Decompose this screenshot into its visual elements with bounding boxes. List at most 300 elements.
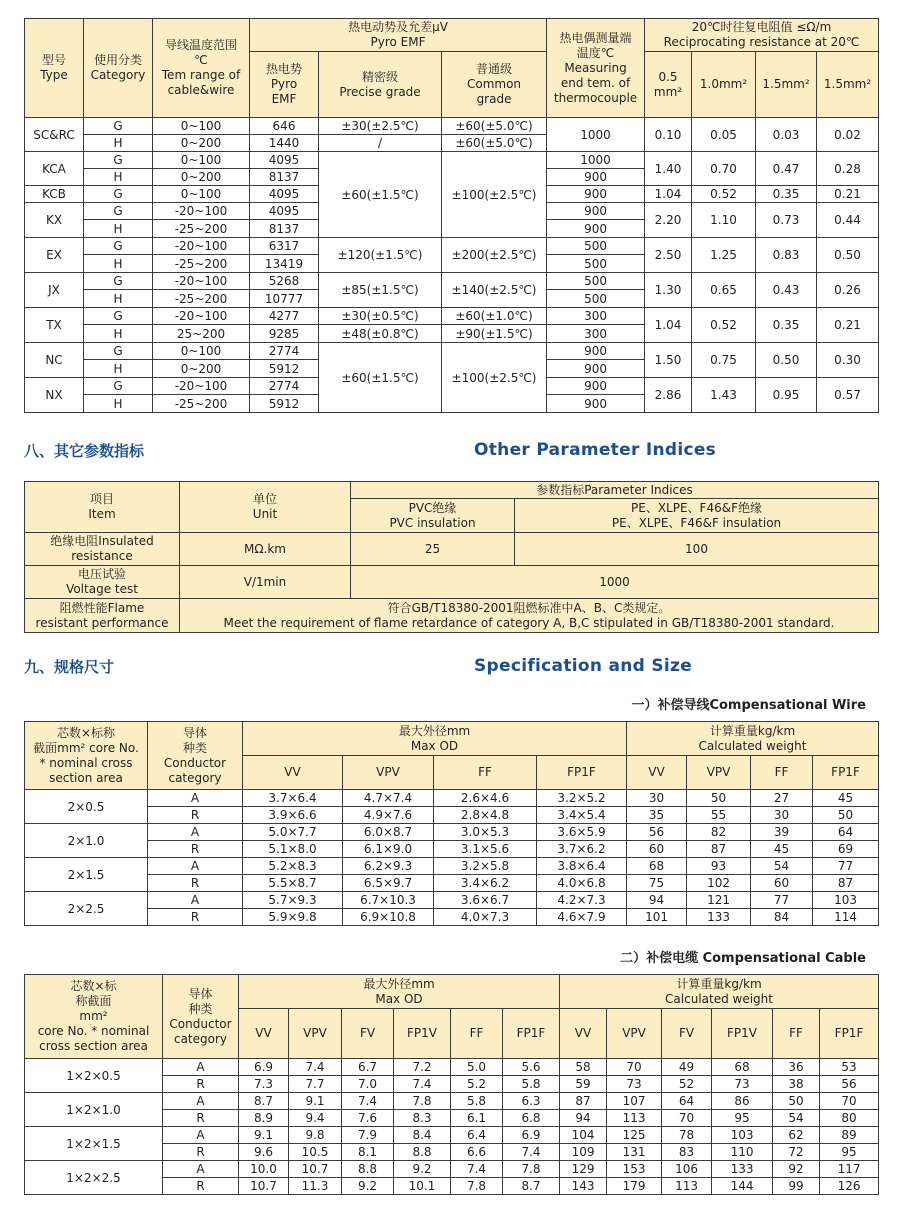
- conductor-category-cell: R: [163, 1110, 239, 1127]
- max-od-cell: 5.8: [503, 1076, 560, 1093]
- table-row: [25, 858, 879, 875]
- weight-cell: 38: [773, 1076, 820, 1093]
- max-od-cell: 9.1: [289, 1093, 342, 1110]
- conductor-category-cell: A: [148, 790, 243, 807]
- table-row: [25, 807, 879, 824]
- category-cell: G: [84, 203, 153, 220]
- weight-cell: 73: [712, 1076, 773, 1093]
- max-od-cell: 8.7: [503, 1178, 560, 1195]
- weight-cell: 75: [627, 875, 687, 892]
- weight-cell: 92: [773, 1161, 820, 1178]
- measuring-temp-cell: 900: [547, 186, 645, 203]
- conductor-category-cell: A: [163, 1093, 239, 1110]
- section-9-title-en: Specification and Size: [474, 656, 693, 676]
- type-cell: KX: [25, 203, 84, 238]
- weight-cell: 179: [607, 1178, 662, 1195]
- conductor-category-cell: A: [163, 1059, 239, 1076]
- conductor-category-cell: A: [148, 858, 243, 875]
- table-row: [25, 343, 879, 360]
- emf-value-cell: 4095: [250, 203, 319, 220]
- measuring-temp-cell: 300: [547, 308, 645, 325]
- temp-range-cell: -25~200: [153, 220, 250, 238]
- weight-cell: 59: [560, 1076, 607, 1093]
- type-cell: NC: [25, 343, 84, 378]
- max-od-cell: 7.4: [394, 1076, 451, 1093]
- col-header-res-1-5-b: 1.5mm²: [817, 52, 879, 118]
- weight-cell: 64: [662, 1093, 712, 1110]
- max-od-cell: 10.7: [239, 1178, 289, 1195]
- col-header-res-0-5: 0.5 mm²: [645, 52, 692, 118]
- temp-range-cell: 0~200: [153, 135, 250, 152]
- max-od-cell: 3.0×5.3: [434, 824, 537, 841]
- resistance-cell: 2.50: [645, 238, 692, 273]
- parameter-table: [24, 481, 879, 633]
- col-header-res-1-5-a: 1.5mm²: [756, 52, 817, 118]
- measuring-temp-cell: 900: [547, 169, 645, 186]
- weight-cell: 70: [607, 1059, 662, 1076]
- weight-cell: 94: [560, 1110, 607, 1127]
- measuring-temp-cell: 500: [547, 255, 645, 273]
- max-od-cell: 6.9: [503, 1127, 560, 1144]
- resistance-cell: 1.40: [645, 152, 692, 186]
- weight-cell: 30: [751, 807, 813, 824]
- type-cell: TX: [25, 308, 84, 343]
- max-od-cell: 4.9×7.6: [343, 807, 434, 824]
- max-od-cell: 3.6×6.7: [434, 892, 537, 909]
- emf-value-cell: 10777: [250, 290, 319, 308]
- emf-value-cell: 2774: [250, 343, 319, 360]
- weight-cell: 87: [687, 841, 751, 858]
- col-header-temp-range: 导线温度范围 ℃ Tem range of cable&wire: [153, 19, 250, 118]
- weight-cell: 62: [773, 1127, 820, 1144]
- weight-cell: 80: [820, 1110, 879, 1127]
- table-row: [25, 308, 879, 325]
- table-row: [25, 875, 879, 892]
- weight-cell: 87: [560, 1093, 607, 1110]
- weight-cell: 84: [751, 909, 813, 926]
- wire-weight-col-header: FF: [751, 756, 813, 790]
- param-header-item: 项目 Item: [25, 482, 180, 533]
- weight-cell: 133: [687, 909, 751, 926]
- wire-size-cell: 2×2.5: [25, 892, 148, 926]
- max-od-cell: 5.5×8.7: [243, 875, 343, 892]
- resistance-cell: 0.65: [692, 273, 756, 308]
- max-od-cell: 9.1: [239, 1127, 289, 1144]
- resistance-cell: 0.26: [817, 273, 879, 308]
- weight-cell: 49: [662, 1059, 712, 1076]
- cable-weight-col-header: FF: [773, 1009, 820, 1059]
- temp-range-cell: -25~200: [153, 290, 250, 308]
- weight-cell: 106: [662, 1161, 712, 1178]
- common-grade-cell: ±200(±2.5℃): [442, 238, 547, 273]
- weight-cell: 95: [712, 1110, 773, 1127]
- category-cell: H: [84, 220, 153, 238]
- wire-size-cell: 2×1.5: [25, 858, 148, 892]
- weight-cell: 39: [751, 824, 813, 841]
- precise-grade-cell: ±48(±0.8℃): [319, 325, 442, 343]
- weight-cell: 99: [773, 1178, 820, 1195]
- param-row-item: 绝缘电阻Insulated resistance: [25, 533, 180, 566]
- measuring-temp-cell: 300: [547, 325, 645, 343]
- max-od-cell: 4.0×6.8: [537, 875, 627, 892]
- cable-od-col-header: FP1V: [394, 1009, 451, 1059]
- weight-cell: 86: [712, 1093, 773, 1110]
- precise-grade-cell: ±120(±1.5℃): [319, 238, 442, 273]
- emf-table: [24, 18, 879, 413]
- resistance-cell: 0.28: [817, 152, 879, 186]
- weight-cell: 89: [820, 1127, 879, 1144]
- common-grade-cell: ±100(±2.5℃): [442, 343, 547, 413]
- weight-cell: 113: [662, 1178, 712, 1195]
- weight-cell: 54: [751, 858, 813, 875]
- resistance-cell: 0.35: [756, 186, 817, 203]
- weight-cell: 64: [813, 824, 879, 841]
- emf-value-cell: 13419: [250, 255, 319, 273]
- weight-cell: 68: [627, 858, 687, 875]
- max-od-cell: 7.8: [503, 1161, 560, 1178]
- resistance-cell: 0.30: [817, 343, 879, 378]
- emf-value-cell: 9285: [250, 325, 319, 343]
- weight-cell: 93: [687, 858, 751, 875]
- wire-header-conductor: 导体 种类 Conductor category: [148, 722, 243, 790]
- wire-header-max-od: 最大外径mm Max OD: [243, 722, 627, 756]
- weight-cell: 50: [687, 790, 751, 807]
- weight-cell: 45: [751, 841, 813, 858]
- wire-size-cell: 2×0.5: [25, 790, 148, 824]
- conductor-category-cell: R: [163, 1076, 239, 1093]
- param-header-pe: PE、XLPE、F46&F绝缘 PE、XLPE、F46&F insulation: [515, 499, 879, 533]
- max-od-cell: 6.1: [451, 1110, 503, 1127]
- weight-cell: 36: [773, 1059, 820, 1076]
- weight-cell: 103: [712, 1127, 773, 1144]
- resistance-cell: 0.10: [645, 118, 692, 152]
- cable-weight-col-header: FP1V: [712, 1009, 773, 1059]
- max-od-cell: 7.2: [394, 1059, 451, 1076]
- col-header-resistance-group: 20℃时往复电阻值 ≤Ω/m Reciprocating resistance at 20℃: [645, 19, 879, 52]
- weight-cell: 125: [607, 1127, 662, 1144]
- weight-cell: 102: [687, 875, 751, 892]
- resistance-cell: 1.50: [645, 343, 692, 378]
- resistance-cell: 0.21: [817, 308, 879, 343]
- weight-cell: 87: [813, 875, 879, 892]
- weight-cell: 117: [820, 1161, 879, 1178]
- measuring-temp-cell: 500: [547, 273, 645, 290]
- table-row: [25, 1093, 879, 1110]
- cable-od-col-header: VPV: [289, 1009, 342, 1059]
- wire-weight-col-header: VV: [627, 756, 687, 790]
- max-od-cell: 3.2×5.2: [537, 790, 627, 807]
- resistance-cell: 1.04: [645, 308, 692, 343]
- temp-range-cell: 25~200: [153, 325, 250, 343]
- emf-value-cell: 4095: [250, 152, 319, 169]
- emf-value-cell: 5912: [250, 360, 319, 378]
- param-row-unit: MΩ.km: [180, 533, 351, 566]
- weight-cell: 54: [773, 1110, 820, 1127]
- col-header-common-grade: 普通级 Common grade: [442, 52, 547, 118]
- category-cell: G: [84, 378, 153, 395]
- max-od-cell: 10.7: [289, 1161, 342, 1178]
- emf-value-cell: 4277: [250, 308, 319, 325]
- max-od-cell: 3.9×6.6: [243, 807, 343, 824]
- table-row: [25, 152, 879, 169]
- max-od-cell: 8.8: [342, 1161, 394, 1178]
- wire-header-weight: 计算重量kg/km Calculated weight: [627, 722, 879, 756]
- cable-table: [24, 974, 879, 1195]
- temp-range-cell: 0~100: [153, 186, 250, 203]
- max-od-cell: 10.0: [239, 1161, 289, 1178]
- resistance-cell: 0.21: [817, 186, 879, 203]
- resistance-cell: 0.03: [756, 118, 817, 152]
- max-od-cell: 6.1×9.0: [343, 841, 434, 858]
- cable-weight-col-header: FP1F: [820, 1009, 879, 1059]
- precise-grade-cell: ±30(±2.5℃): [319, 118, 442, 135]
- max-od-cell: 3.4×5.4: [537, 807, 627, 824]
- weight-cell: 110: [712, 1144, 773, 1161]
- weight-cell: 78: [662, 1127, 712, 1144]
- weight-cell: 101: [627, 909, 687, 926]
- resistance-cell: 0.57: [817, 378, 879, 413]
- wire-table: [24, 721, 879, 926]
- param-header-pvc: PVC绝缘 PVC insulation: [351, 499, 515, 533]
- weight-cell: 55: [687, 807, 751, 824]
- max-od-cell: 7.3: [239, 1076, 289, 1093]
- measuring-temp-cell: 900: [547, 360, 645, 378]
- max-od-cell: 6.4: [451, 1127, 503, 1144]
- category-cell: H: [84, 169, 153, 186]
- common-grade-cell: ±60(±5.0℃): [442, 135, 547, 152]
- max-od-cell: 9.2: [394, 1161, 451, 1178]
- table-row: [25, 1127, 879, 1144]
- temp-range-cell: -20~100: [153, 378, 250, 395]
- max-od-cell: 7.4: [342, 1093, 394, 1110]
- max-od-cell: 7.7: [289, 1076, 342, 1093]
- table-row: [25, 790, 879, 807]
- max-od-cell: 5.0×7.7: [243, 824, 343, 841]
- common-grade-cell: ±100(±2.5℃): [442, 152, 547, 238]
- max-od-cell: 3.4×6.2: [434, 875, 537, 892]
- max-od-cell: 5.0: [451, 1059, 503, 1076]
- weight-cell: 104: [560, 1127, 607, 1144]
- resistance-cell: 0.73: [756, 203, 817, 238]
- max-od-cell: 5.7×9.3: [243, 892, 343, 909]
- measuring-temp-cell: 900: [547, 343, 645, 360]
- weight-cell: 52: [662, 1076, 712, 1093]
- resistance-cell: 0.52: [692, 308, 756, 343]
- conductor-category-cell: R: [148, 909, 243, 926]
- conductor-category-cell: A: [148, 824, 243, 841]
- category-cell: G: [84, 238, 153, 255]
- cable-weight-col-header: VV: [560, 1009, 607, 1059]
- cable-od-col-header: FP1F: [503, 1009, 560, 1059]
- weight-cell: 94: [627, 892, 687, 909]
- type-cell: KCB: [25, 186, 84, 203]
- weight-cell: 144: [712, 1178, 773, 1195]
- common-grade-cell: ±60(±1.0℃): [442, 308, 547, 325]
- section-8-title-cn: 八、其它参数指标: [24, 442, 145, 460]
- max-od-cell: 7.8: [451, 1178, 503, 1195]
- emf-value-cell: 6317: [250, 238, 319, 255]
- common-grade-cell: ±90(±1.5℃): [442, 325, 547, 343]
- max-od-cell: 9.6: [239, 1144, 289, 1161]
- resistance-cell: 0.02: [817, 118, 879, 152]
- weight-cell: 109: [560, 1144, 607, 1161]
- conductor-category-cell: A: [163, 1127, 239, 1144]
- measuring-temp-cell: 1000: [547, 118, 645, 152]
- cable-header-max-od: 最大外径mm Max OD: [239, 975, 560, 1009]
- param-row-value: 1000: [351, 566, 879, 599]
- max-od-cell: 3.1×5.6: [434, 841, 537, 858]
- emf-value-cell: 1440: [250, 135, 319, 152]
- conductor-category-cell: A: [163, 1161, 239, 1178]
- emf-value-cell: 5912: [250, 395, 319, 413]
- weight-cell: 70: [820, 1093, 879, 1110]
- resistance-cell: 0.05: [692, 118, 756, 152]
- resistance-cell: 1.25: [692, 238, 756, 273]
- weight-cell: 129: [560, 1161, 607, 1178]
- max-od-cell: 7.0: [342, 1076, 394, 1093]
- resistance-cell: 2.20: [645, 203, 692, 238]
- weight-cell: 143: [560, 1178, 607, 1195]
- resistance-cell: 0.44: [817, 203, 879, 238]
- max-od-cell: 7.4: [451, 1161, 503, 1178]
- temp-range-cell: -20~100: [153, 203, 250, 220]
- max-od-cell: 3.8×6.4: [537, 858, 627, 875]
- measuring-temp-cell: 1000: [547, 152, 645, 169]
- max-od-cell: 6.6: [451, 1144, 503, 1161]
- category-cell: H: [84, 290, 153, 308]
- weight-cell: 103: [813, 892, 879, 909]
- weight-cell: 95: [820, 1144, 879, 1161]
- cable-size-cell: 1×2×1.5: [25, 1127, 163, 1161]
- weight-cell: 68: [712, 1059, 773, 1076]
- param-row-unit: V/1min: [180, 566, 351, 599]
- max-od-cell: 6.7×10.3: [343, 892, 434, 909]
- resistance-cell: 1.10: [692, 203, 756, 238]
- max-od-cell: 9.4: [289, 1110, 342, 1127]
- max-od-cell: 2.6×4.6: [434, 790, 537, 807]
- cable-od-col-header: FF: [451, 1009, 503, 1059]
- max-od-cell: 10.1: [394, 1178, 451, 1195]
- cable-weight-col-header: VPV: [607, 1009, 662, 1059]
- max-od-cell: 9.8: [289, 1127, 342, 1144]
- weight-cell: 126: [820, 1178, 879, 1195]
- conductor-category-cell: A: [148, 892, 243, 909]
- resistance-cell: 0.70: [692, 152, 756, 186]
- weight-cell: 70: [662, 1110, 712, 1127]
- weight-cell: 60: [751, 875, 813, 892]
- type-cell: KCA: [25, 152, 84, 186]
- measuring-temp-cell: 500: [547, 238, 645, 255]
- max-od-cell: 7.6: [342, 1110, 394, 1127]
- max-od-cell: 6.7: [342, 1059, 394, 1076]
- temp-range-cell: 0~100: [153, 152, 250, 169]
- category-cell: H: [84, 255, 153, 273]
- conductor-category-cell: R: [148, 875, 243, 892]
- temp-range-cell: -20~100: [153, 308, 250, 325]
- weight-cell: 121: [687, 892, 751, 909]
- weight-cell: 114: [813, 909, 879, 926]
- resistance-cell: 0.50: [817, 238, 879, 273]
- wire-weight-col-header: FP1F: [813, 756, 879, 790]
- conductor-category-cell: R: [163, 1178, 239, 1195]
- temp-range-cell: -20~100: [153, 273, 250, 290]
- max-od-cell: 6.5×9.7: [343, 875, 434, 892]
- col-header-type: 型号 Type: [25, 19, 84, 118]
- wire-od-col-header: FP1F: [537, 756, 627, 790]
- section-8-title-en: Other Parameter Indices: [474, 440, 717, 460]
- max-od-cell: 8.8: [394, 1144, 451, 1161]
- resistance-cell: 0.95: [756, 378, 817, 413]
- category-cell: H: [84, 360, 153, 378]
- max-od-cell: 5.9×9.8: [243, 909, 343, 926]
- weight-cell: 133: [712, 1161, 773, 1178]
- max-od-cell: 5.2×8.3: [243, 858, 343, 875]
- param-row-pvc-value: 25: [351, 533, 515, 566]
- max-od-cell: 7.4: [503, 1144, 560, 1161]
- max-od-cell: 8.7: [239, 1093, 289, 1110]
- max-od-cell: 11.3: [289, 1178, 342, 1195]
- weight-cell: 50: [813, 807, 879, 824]
- weight-cell: 113: [607, 1110, 662, 1127]
- temp-range-cell: 0~200: [153, 169, 250, 186]
- temp-range-cell: 0~200: [153, 360, 250, 378]
- resistance-cell: 0.35: [756, 308, 817, 343]
- max-od-cell: 9.2: [342, 1178, 394, 1195]
- max-od-cell: 4.6×7.9: [537, 909, 627, 926]
- table-row: [25, 1059, 879, 1076]
- category-cell: H: [84, 325, 153, 343]
- max-od-cell: 6.0×8.7: [343, 824, 434, 841]
- col-header-category: 使用分类 Category: [84, 19, 153, 118]
- type-cell: NX: [25, 378, 84, 413]
- cable-header-core: 芯数×标 称截面 mm² core No. * nominal cross section area: [25, 975, 163, 1059]
- measuring-temp-cell: 900: [547, 395, 645, 413]
- max-od-cell: 2.8×4.8: [434, 807, 537, 824]
- temp-range-cell: -25~200: [153, 395, 250, 413]
- category-cell: G: [84, 152, 153, 169]
- cable-header-conductor: 导体 种类 Conductor category: [163, 975, 239, 1059]
- category-cell: H: [84, 135, 153, 152]
- weight-cell: 153: [607, 1161, 662, 1178]
- weight-cell: 60: [627, 841, 687, 858]
- weight-cell: 30: [627, 790, 687, 807]
- cable-size-cell: 1×2×1.0: [25, 1093, 163, 1127]
- max-od-cell: 6.9: [239, 1059, 289, 1076]
- max-od-cell: 6.8: [503, 1110, 560, 1127]
- category-cell: G: [84, 186, 153, 203]
- weight-cell: 69: [813, 841, 879, 858]
- emf-value-cell: 8137: [250, 220, 319, 238]
- emf-value-cell: 646: [250, 118, 319, 135]
- weight-cell: 27: [751, 790, 813, 807]
- max-od-cell: 5.6: [503, 1059, 560, 1076]
- measuring-temp-cell: 900: [547, 378, 645, 395]
- emf-value-cell: 2774: [250, 378, 319, 395]
- emf-value-cell: 8137: [250, 169, 319, 186]
- col-header-res-1-0: 1.0mm²: [692, 52, 756, 118]
- table-row: [25, 824, 879, 841]
- conductor-category-cell: R: [148, 807, 243, 824]
- weight-cell: 53: [820, 1059, 879, 1076]
- max-od-cell: 3.7×6.4: [243, 790, 343, 807]
- measuring-temp-cell: 900: [547, 220, 645, 238]
- temp-range-cell: 0~100: [153, 118, 250, 135]
- resistance-cell: 0.83: [756, 238, 817, 273]
- table-row: [25, 273, 879, 290]
- table-row: [25, 841, 879, 858]
- weight-cell: 77: [813, 858, 879, 875]
- weight-cell: 72: [773, 1144, 820, 1161]
